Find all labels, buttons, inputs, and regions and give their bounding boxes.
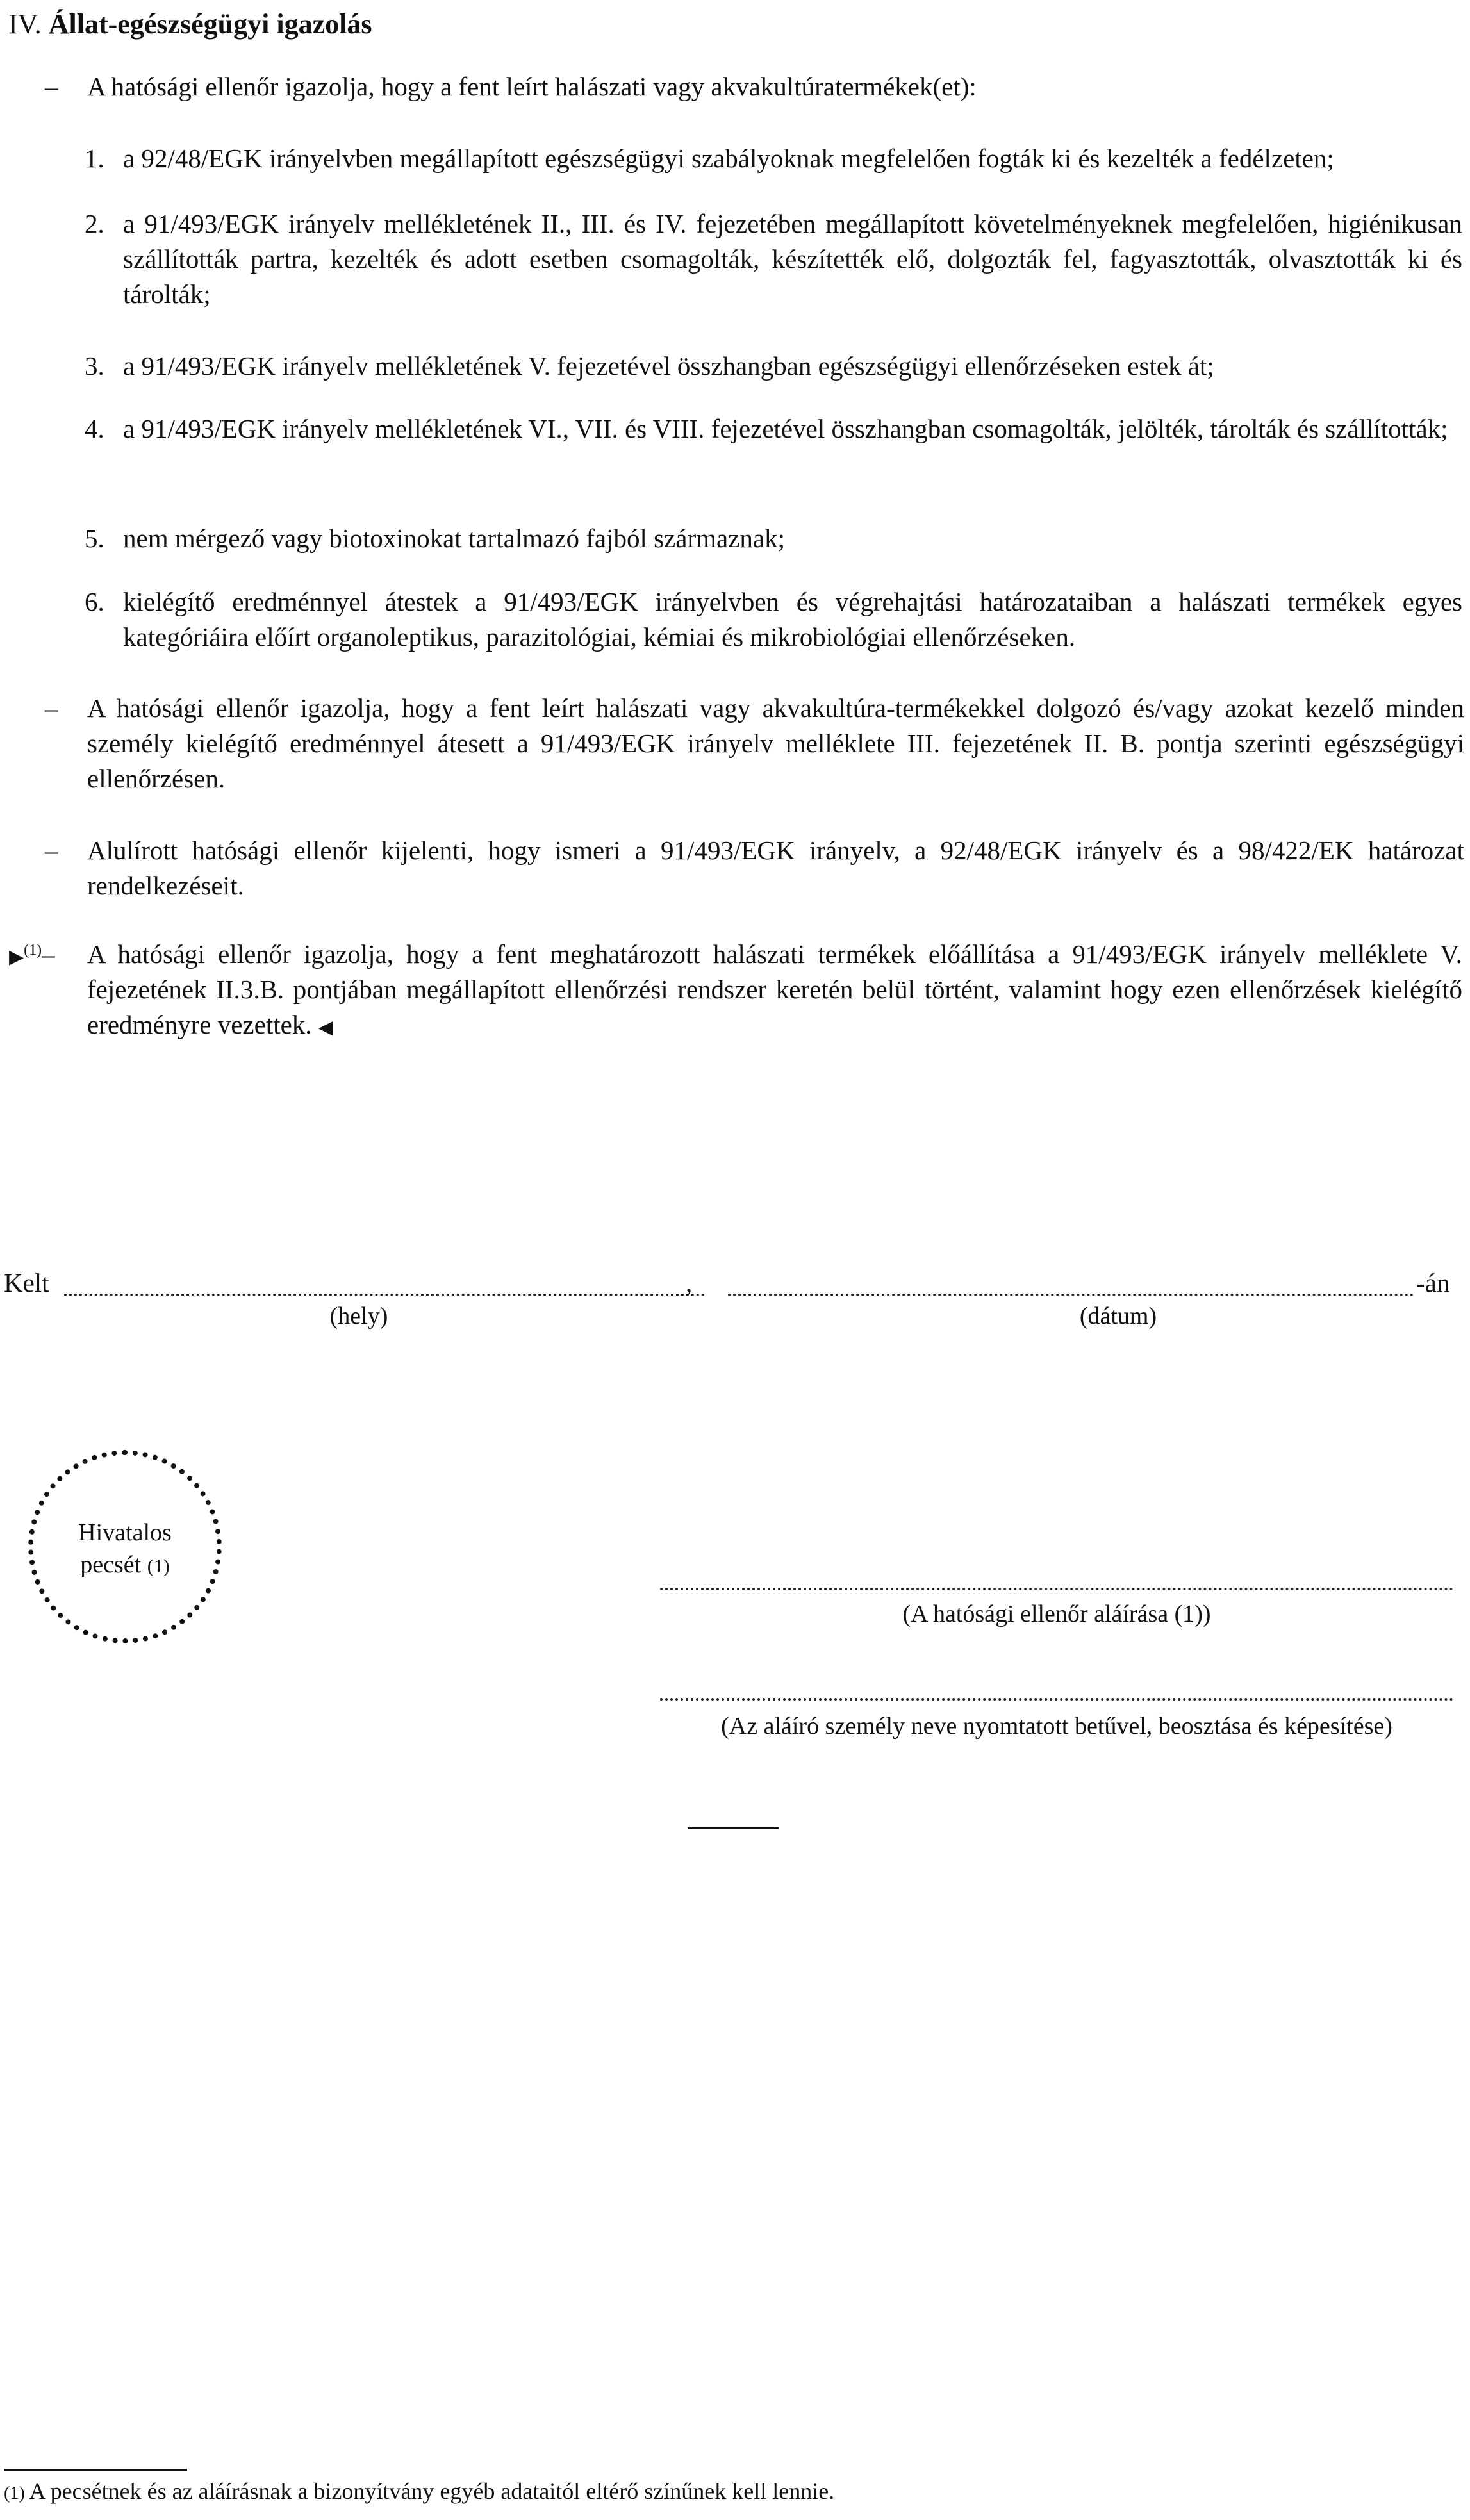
footnote-text: A pecsétnek és az aláírásnak a bizonyítvány egyéb adataitól eltérő színűnek kell lennie. [29,2478,835,2504]
place-field [64,1294,705,1296]
place-label: (hely) [329,1303,388,1330]
list-item [85,349,1462,384]
dash-marker: – [45,836,58,865]
footnote [4,2477,834,2508]
intro-text: A hatósági ellenőr igazolja, hogy a fent leírt halászati vagy akvakultúratermékek(et): [87,72,977,101]
name-label: (Az aláíró személy neve nyomtatott betűvel, beosztása és képesítése) [721,1713,1392,1740]
footnote-ref: (1) [4,2483,25,2503]
amendment-text: A hatósági ellenőr igazolja, hogy a fent meghatározott halászati termékek előállítása a 91/493/EGK irányelv melléklete V. fejezetének II.3.B. pontjában megállapított ellenőrzési rendszer keretén belül történt, valamint hogy ezen ellenőrzések kielégítő eredményre vezettek. [87,939,1462,1039]
list-item [85,584,1462,655]
seal-word: pecsét [80,1551,142,1578]
footnote-rule [4,2469,187,2471]
item-text: nem mérgező vagy biotoxinokat tartalmazó fajból származnak; [123,523,785,553]
amendment-arrow-icon: ▶ [9,946,24,968]
date-suffix: -án [1416,1268,1450,1297]
item-number: 5. [85,523,104,553]
staff-check-paragraph [38,691,1464,796]
inspector-signature-label: (A hatósági ellenőr aláírása (1)) [902,1601,1211,1627]
list-item [85,411,1462,447]
dash-marker: – [42,939,55,969]
section-heading [8,6,372,42]
item-text: kielégítő eredménnyel átestek a 91/493/EGK irányelvben és végrehajtási határozataiban a halászati termékek egyes kategóriáira előírt organoleptikus, parazitológiai, kémiai és mikrobiológiai ellenőrzéseken. [123,587,1462,652]
section-title: Állat-egészségügyi igazolás [48,8,372,40]
item-number: 6. [85,587,104,616]
seal-text [33,1517,217,1583]
official-seal [28,1450,222,1643]
seal-line: Hivatalos [78,1519,172,1546]
declaration-paragraph [38,833,1464,903]
paragraph-text: Alulírott hatósági ellenőr kijelenti, hogy ismeri a 91/493/EGK irányelv, a 92/48/EGK irányelv és a 98/422/EK határozat rendelkezéseit. [87,836,1464,900]
inspector-signature-line [660,1588,1453,1590]
item-text: a 91/493/EGK irányelv mellékletének VI., VII. és VIII. fejezetével összhangban csomagolták, jelölték, tárolták és szállították; [123,414,1448,443]
item-text: a 91/493/EGK irányelv mellékletének II., III. és IV. fejezetében megállapított követelményeknek megfelelően, higiénikusan szállították partra, kezelték és adott esetben csomagolták, készítették elő, dolgozták fel, fagyasztották, olvasztották ki és tárolták; [123,209,1462,309]
name-line [660,1698,1453,1701]
amendment-marker [9,937,55,975]
list-item [85,521,1462,556]
amendment-end-icon: ◀ [318,1017,333,1038]
amendment-ref: (1) [24,942,42,959]
comma: , [686,1268,693,1297]
date-label: (dátum) [1079,1303,1157,1330]
list-item [85,206,1462,312]
dash-marker: – [45,693,58,723]
seal-line [33,1549,217,1583]
item-number: 2. [85,209,104,238]
item-text: a 92/48/EGK irányelvben megállapított egészségügyi szabályoknak megfelelően fogták ki és kezelték a fedélzeten; [123,144,1334,173]
seal-ref: (1) [147,1556,170,1577]
item-number: 1. [85,144,104,173]
separator-rule [688,1827,779,1829]
list-item [85,141,1462,176]
item-number: 3. [85,351,104,381]
paragraph-text: A hatósági ellenőr igazolja, hogy a fent leírt halászati vagy akvakultúra-termékekkel dolgozó és/vagy azokat kezelő minden személy kielégítő eredménnyel átesett a 91/493/EGK irányelv melléklete III. fejezetének II. B. pontja szerinti egészségügyi ellenőrzésen. [87,693,1464,793]
intro-paragraph [38,69,1464,104]
dash-marker: – [45,72,58,101]
item-text: a 91/493/EGK irányelv mellékletének V. fejezetével összhangban egészségügyi ellenőrzéseken estek át; [123,351,1214,381]
kelt-label: Kelt [4,1268,49,1297]
section-number: IV. [8,8,42,40]
amendment-paragraph [87,937,1462,1045]
date-field [728,1294,1414,1296]
date-place-row [4,1265,1458,1304]
item-number: 4. [85,414,104,443]
